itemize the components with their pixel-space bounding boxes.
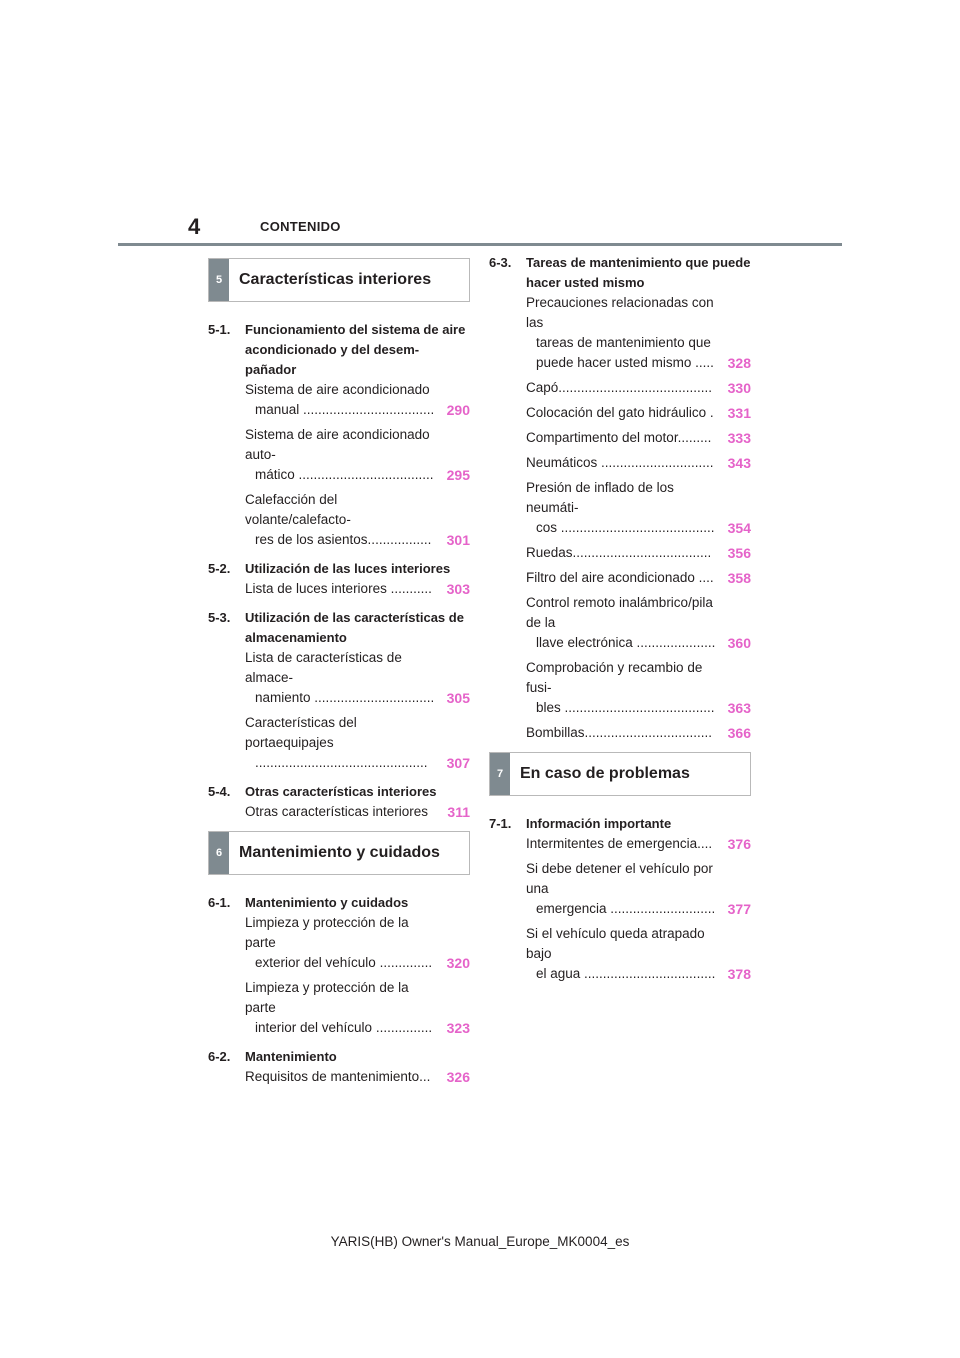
subsection [208,608,470,778]
toc-entry-text: Precauciones relacionadas con las [526,295,714,330]
page-reference-link[interactable]: 290 [446,402,470,418]
toc-entry-text: Otras características interiores [245,804,429,819]
toc-entry-text: Colocación del gato hidráulico . [526,405,714,420]
toc-entry-text: Lista de luces interiores ........... [245,581,432,596]
page-reference-link[interactable]: 320 [446,955,470,971]
toc-entry[interactable] [526,543,751,568]
toc-entry[interactable] [526,378,751,403]
toc-entry-text: manual ................................... [255,402,435,417]
toc-entry[interactable] [245,713,470,778]
page-reference-link[interactable]: 378 [727,966,751,982]
toc-entry[interactable] [526,924,751,989]
subsection-title: Mantenimiento [245,1049,337,1064]
toc-entry-text: Sistema de aire acondicionado auto- [245,427,430,462]
subsection [489,814,751,989]
toc-entry[interactable] [245,802,470,827]
toc-entry-text: Requisitos de mantenimiento... [245,1069,431,1084]
page-reference-link[interactable]: 356 [727,545,751,561]
toc-entry-text: Ruedas..................................... [526,545,712,560]
subsection-number: 7-1. [489,816,512,831]
subsection-heading[interactable] [208,559,470,579]
page-reference-link[interactable]: 360 [727,635,751,651]
subsection-number: 5-1. [208,322,231,337]
toc-entry[interactable] [526,478,751,543]
page-reference-link[interactable]: 328 [727,355,751,371]
subsection [208,1047,470,1092]
page-reference-link[interactable]: 366 [727,725,751,741]
section-title: En caso de problemas [520,765,690,782]
toc-entry-text: emergencia ............................ [536,901,716,916]
toc-entry-text: Presión de inflado de los neumáti- [526,480,674,515]
toc-entry-text: Control remoto inalámbrico/pila de la [526,595,713,630]
page-reference-link[interactable]: 295 [446,467,470,483]
subsection-number: 5-4. [208,784,231,799]
toc-entry[interactable] [245,425,470,490]
page-reference-link[interactable]: 323 [446,1020,470,1036]
toc-entry-text: llave electrónica ..................... [536,635,716,650]
section-header-5[interactable] [208,258,470,302]
toc-entry-text: Intermitentes de emergencia.... [526,836,713,851]
toc-entry-text: Comprobación y recambio de fusi- [526,660,703,695]
toc-entry[interactable] [245,648,470,713]
subsection-title: Tareas de mantenimiento que puede hacer usted mismo [526,255,751,290]
page-reference-link[interactable]: 333 [727,430,751,446]
toc-entry[interactable] [245,579,470,604]
subsection-title: Otras características interiores [245,784,437,799]
toc-entry-text: tareas de mantenimiento que [536,335,711,350]
toc-entry[interactable] [526,658,751,723]
page-reference-link[interactable]: 377 [727,901,751,917]
toc-entry[interactable] [526,834,751,859]
toc-entry-text: interior del vehículo ............... [255,1020,433,1035]
toc-left-column [208,258,470,1096]
subsection [208,782,470,827]
subsection [208,559,470,604]
toc-entry-text: cos ......................................... [536,520,715,535]
page-reference-link[interactable]: 363 [727,700,751,716]
page-reference-link[interactable]: 376 [727,836,751,852]
page-reference-link[interactable]: 301 [446,532,470,548]
section-header-7[interactable] [489,752,751,796]
page-reference-link[interactable]: 343 [727,455,751,471]
subsection-heading[interactable] [208,893,470,913]
toc-entry-text: exterior del vehículo .............. [255,955,433,970]
subsection [489,253,751,748]
subsection-number: 6-2. [208,1049,231,1064]
toc-entry[interactable] [526,568,751,593]
page-reference-link[interactable]: 311 [447,804,470,820]
page-reference-link[interactable]: 354 [727,520,751,536]
subsection-title: Utilización de las luces interiores [245,561,451,576]
section-title: Mantenimiento y cuidados [239,844,440,861]
header-rule [118,243,842,246]
subsection [208,320,470,555]
toc-entry-text: Sistema de aire acondicionado [245,382,430,397]
section-number-tab: 7 [490,753,510,795]
toc-entry-text: Si el vehículo queda atrapado bajo [526,926,705,961]
page-reference-link[interactable]: 307 [446,755,470,771]
toc-entry-text: .............................................. [255,755,428,770]
toc-entry[interactable] [526,593,751,658]
toc-entry[interactable] [245,913,470,978]
toc-entry[interactable] [245,380,470,425]
toc-entry-text: Capó......................................... [526,380,713,395]
toc-entry-text: mático .................................... [255,467,434,482]
section-title: Características interiores [239,271,432,288]
subsection-number: 6-1. [208,895,231,910]
subsection-heading[interactable] [489,814,751,834]
subsection-title: Información importante [526,816,672,831]
toc-entry-text: puede hacer usted mismo ..... [536,355,714,370]
footer-text: YARIS(HB) Owner's Manual_Europe_MK0004_es [330,1234,630,1249]
page-reference-link[interactable]: 326 [446,1069,470,1085]
page-number: 4 [188,214,201,239]
toc-entry[interactable] [526,403,751,428]
toc-entry-text: Filtro del aire acondicionado .... [526,570,714,585]
toc-entry-text: Limpieza y protección de la parte [245,980,409,1015]
subsection-heading[interactable] [208,1047,470,1067]
toc-entry[interactable] [526,859,751,924]
toc-entry-text: Si debe detener el vehículo por una [526,861,713,896]
page-reference-link[interactable]: 331 [727,405,751,421]
subsection-number: 5-2. [208,561,231,576]
toc-entry-text: Calefacción del volante/calefacto- [245,492,351,527]
section-number-tab: 5 [209,259,229,301]
subsection-title: Utilización de las características de almacenamiento [245,610,464,645]
section-number-tab: 6 [209,832,229,874]
toc-entry[interactable] [526,723,751,748]
toc-entry-text: Bombillas.................................. [526,725,713,740]
subsection-title: Funcionamiento del sistema de aire acondicionado y del desem-pañador [245,322,466,377]
toc-right-column [489,253,751,993]
toc-entry-text: Características del portaequipajes [245,715,357,750]
subsection-heading[interactable] [208,608,470,648]
toc-entry-text: Limpieza y protección de la parte [245,915,409,950]
subsection-title: Mantenimiento y cuidados [245,895,409,910]
toc-entry-text: namiento ................................ [255,690,435,705]
page-reference-link[interactable]: 303 [446,581,470,597]
toc-entry-text: Compartimento del motor......... [526,430,712,445]
subsection-heading[interactable] [208,320,470,380]
toc-entry-text: res de los asientos................. [255,532,432,547]
section-header-6[interactable] [208,831,470,875]
toc-entry[interactable] [526,293,751,378]
subsection [208,893,470,1043]
toc-entry-text: el agua ................................... [536,966,716,981]
toc-entry[interactable] [526,428,751,453]
toc-entry-text: Neumáticos .............................. [526,455,714,470]
toc-entry[interactable] [245,1067,470,1092]
page-reference-link[interactable]: 358 [727,570,751,586]
toc-entry[interactable] [245,490,470,555]
subsection-heading[interactable] [208,782,470,802]
header-title: CONTENIDO [260,219,341,234]
page-reference-link[interactable]: 305 [446,690,470,706]
page-reference-link[interactable]: 330 [727,380,751,396]
subsection-heading[interactable] [489,253,751,293]
toc-entry-text: Lista de características de almace- [245,650,402,685]
subsection-number: 6-3. [489,255,512,270]
toc-entry[interactable] [526,453,751,478]
toc-entry-text: bles ........................................ [536,700,715,715]
subsection-number: 5-3. [208,610,231,625]
toc-entry[interactable] [245,978,470,1043]
